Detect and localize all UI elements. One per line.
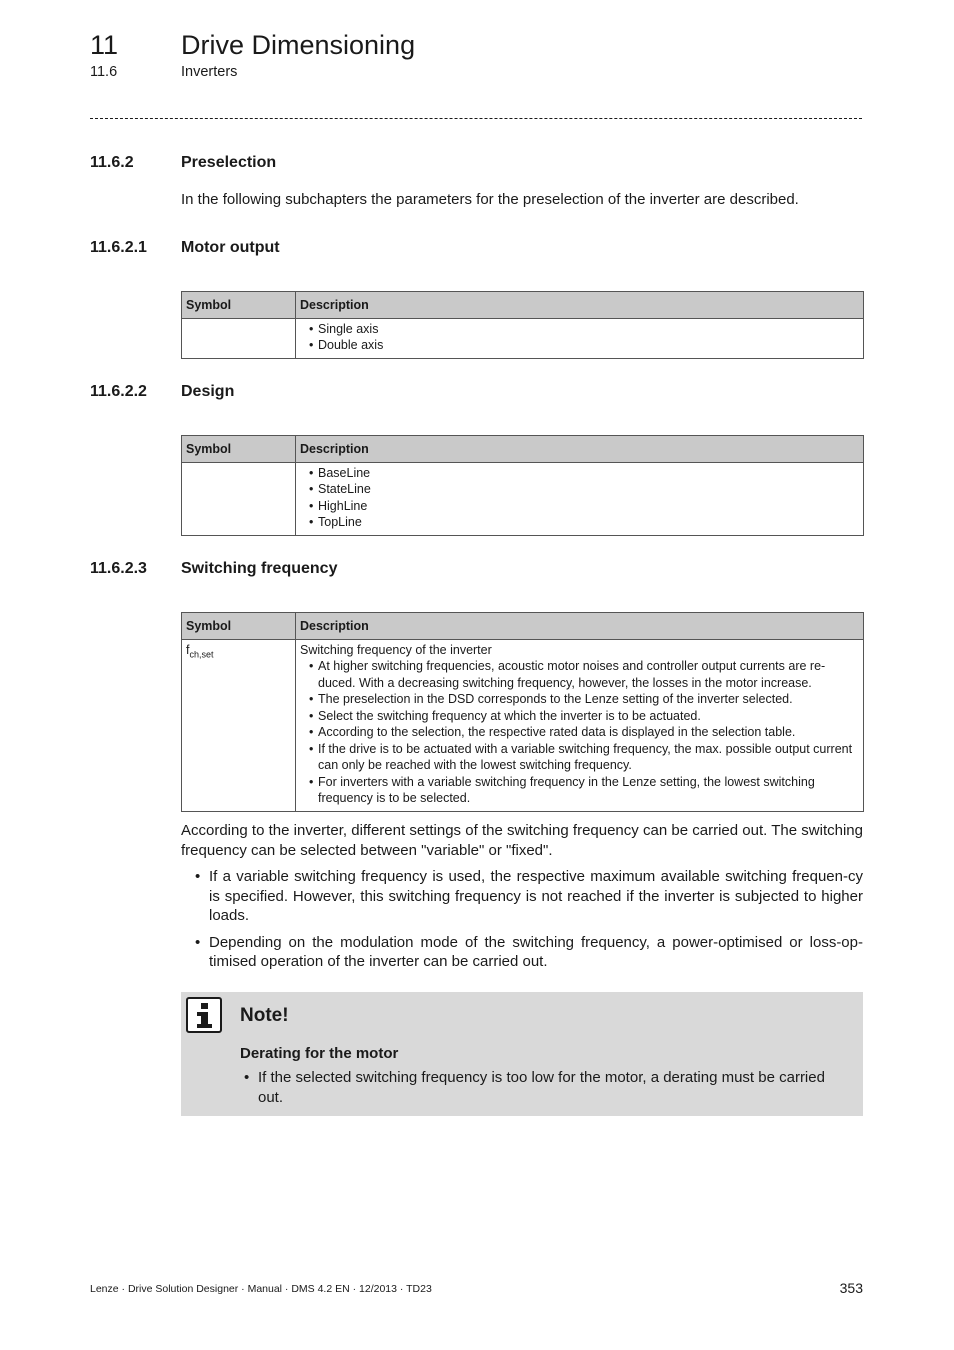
footer-text: Lenze · Drive Solution Designer · Manual · DMS 4.2 EN · 12/2013 · TD23 (90, 1283, 432, 1295)
list-item: • If a variable switching frequency is used, the respective maximum available switching frequen-cy is specified. However, this switching frequency is not reached if the inverter is subjected to higher loads. (190, 867, 863, 926)
note-title: Note! (240, 1005, 289, 1026)
list-item: • Depending on the modulation mode of the switching frequency, a power-optimised or loss-op-timised operation of the inverter can be carried out. (190, 933, 863, 972)
column-header-symbol: Symbol (182, 436, 296, 463)
symbol-base: f (186, 642, 190, 657)
table-row (182, 462, 864, 535)
description-cell (296, 639, 864, 811)
section-number: 11.6 (90, 64, 118, 80)
table-row (182, 639, 864, 811)
column-header-symbol: Symbol (182, 613, 296, 640)
design-table (181, 435, 864, 536)
switching-frequency-bullets (190, 867, 863, 972)
preselection-intro: In the following subchapters the parameters for the preselection of the inverter are described. (181, 191, 799, 208)
list-item: • If the selected switching frequency is too low for the motor, a derating must be carried out. (243, 1068, 848, 1107)
list-item: • HighLine (300, 498, 859, 515)
list-item: • Double axis (300, 337, 859, 354)
symbol-subscript: ch,set (189, 649, 214, 659)
column-header-description: Description (296, 292, 864, 319)
list-item: • StateLine (300, 481, 859, 498)
heading-switching-frequency: Switching frequency (181, 560, 338, 577)
switching-frequency-table (181, 612, 864, 812)
heading-number-motor-output: 11.6.2.1 (90, 239, 147, 256)
description-cell (296, 462, 864, 535)
list-item: • Select the switching frequency at which the inverter is to be actuated. (300, 708, 859, 725)
list-item: • BaseLine (300, 465, 859, 482)
heading-number-design: 11.6.2.2 (90, 383, 147, 400)
section-title: Inverters (181, 64, 238, 80)
page-number: 353 (839, 1280, 863, 1296)
list-item: • At higher switching frequencies, acoustic motor noises and controller output currents are re-duced. With a decreasing switching frequency, however, the losses in the motor increase. (300, 658, 859, 691)
table-row (182, 318, 864, 358)
symbol-cell (182, 462, 296, 535)
heading-number-preselection: 11.6.2 (90, 154, 134, 171)
heading-design: Design (181, 383, 235, 400)
symbol-cell (182, 318, 296, 358)
list-item: • If the drive is to be actuated with a variable switching frequency, the max. possible output current can only be reached with the lowest switching frequency. (300, 741, 859, 774)
description-cell (296, 318, 864, 358)
list-item: • TopLine (300, 514, 859, 531)
info-icon (186, 997, 222, 1033)
list-item: • The preselection in the DSD corresponds to the Lenze setting of the inverter selected. (300, 691, 859, 708)
column-header-symbol: Symbol (182, 292, 296, 319)
heading-motor-output: Motor output (181, 239, 280, 256)
column-header-description: Description (296, 436, 864, 463)
chapter-title: Drive Dimensioning (181, 30, 416, 60)
motor-output-table (181, 291, 864, 359)
column-header-description: Description (296, 613, 864, 640)
heading-preselection: Preselection (181, 154, 277, 171)
list-item: • According to the selection, the respective rated data is displayed in the selection table. (300, 724, 859, 741)
heading-number-switching-frequency: 11.6.2.3 (90, 560, 147, 577)
note-subtitle: Derating for the motor (240, 1045, 399, 1062)
note-box (181, 992, 863, 1116)
chapter-number: 11 (90, 30, 119, 60)
description-lead: Switching frequency of the inverter (300, 642, 492, 657)
list-item: • Single axis (300, 321, 859, 338)
note-list (243, 1068, 848, 1107)
header-divider (90, 118, 862, 119)
switching-frequency-paragraph: According to the inverter, different settings of the switching frequency can be carried out. The switching frequency can be selected between "variable" or "fixed". (181, 822, 863, 859)
list-item: • For inverters with a variable switching frequency in the Lenze setting, the lowest switching frequency is to be selected. (300, 774, 859, 807)
symbol-cell (182, 639, 296, 811)
